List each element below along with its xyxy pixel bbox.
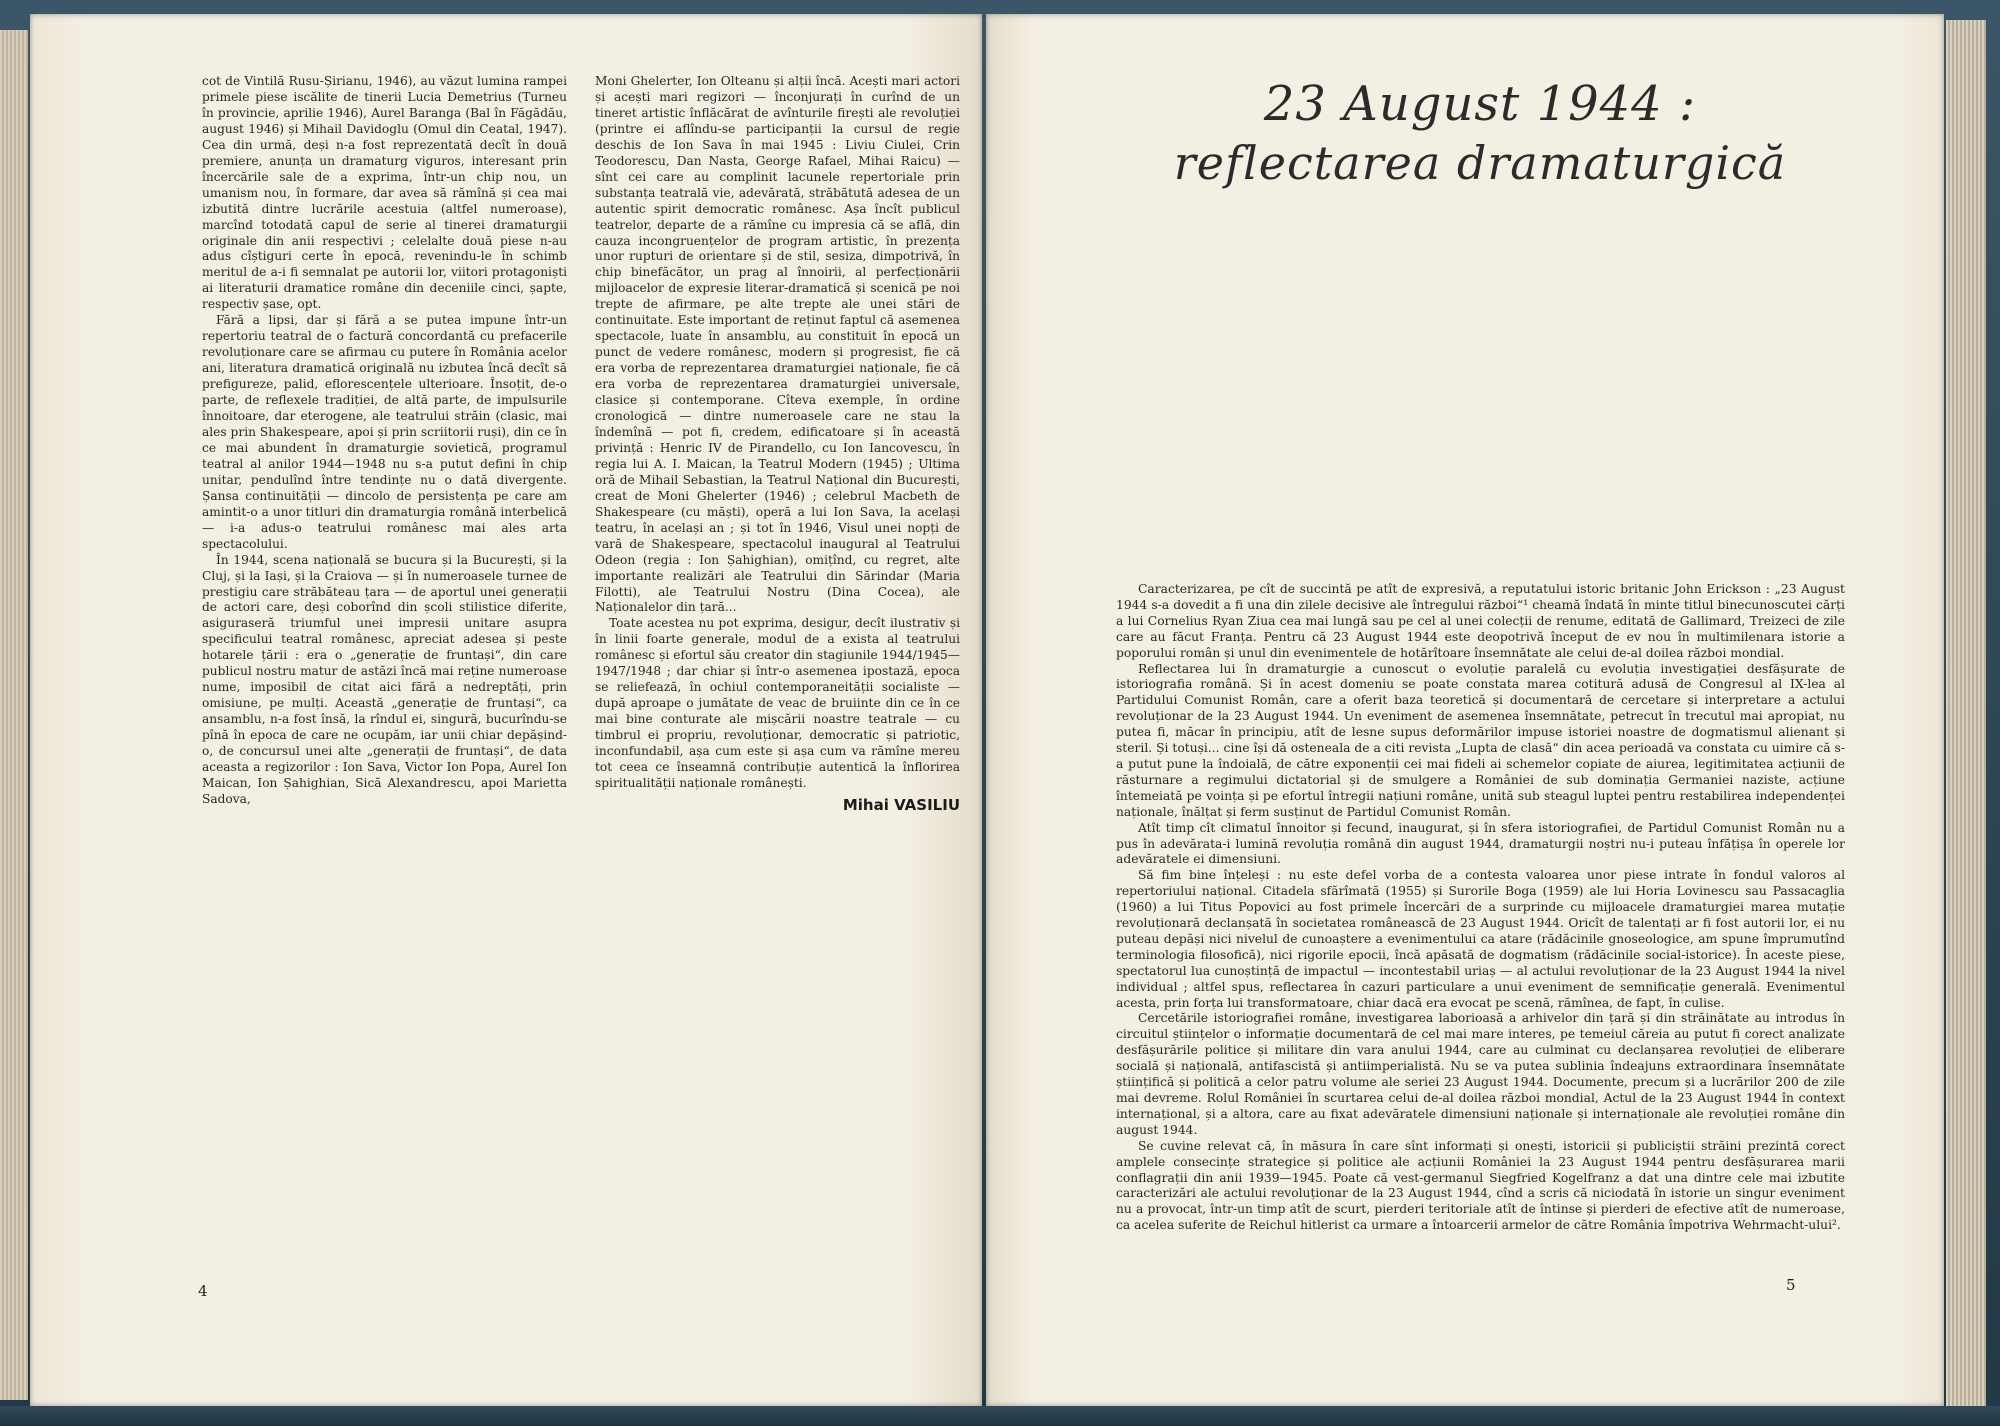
paragraph: Moni Ghelerter, Ion Olteanu și alții încă. Acești mari actori și acești mari regizori — înconjurați în curînd de un tineret artistic înflăcărat de avînturile firești ale revoluției (printre ei aflîndu-se participanții la cursul de regie deschis de Ion Sava în mai 1945 : Liviu Ciulei, Crin Teodorescu, Dan Nasta, George Rafael, Mihai Raicu) — sînt cei care au complinit lacunele repertoriale prin substanța teatrală vie, adevărată, străbătută adesea de un autentic spirit democratic românesc. Așa încît publicul teatrelor, departe de a rămîne cu impresia că se află, din cauza incongruențelor de program artistic, în prezența unor rupturi de orientare și de stil, sesiza, dimpotrivă, în chip binefăcător, un prag al înnoirii, al perfecționării mijloacelor de expresie literar-dramatică și scenică pe noi trepte de afirmare, pe alte trepte ale unei stări de continuitate. Este important de reținut faptul că asemenea spectacole, luate în ansamblu, au constituit în epocă un punct de vedere românesc, modern și progresist, fie că era vorba de reprezentarea dramaturgiei naționale, fie că era vorba de reprezentarea dramaturgiei universale, clasice și contemporane. Cîteva exemple, în ordine cronologică — dintre numeroasele care ne stau la îndemînă — pot fi, credem, edificatoare și în această privință : Henric IV de Pirandello, cu Ion Iancovescu, în regia lui A. I. Maican, la Teatrul Modern (1945) ; Ultima oră de Mihail Sebastian, la Teatrul Național din București, creat de Moni Ghelerter (1946) ; celebrul Macbeth de Shakespeare (cu măști), operă a lui Ion Sava, la același teatru, în același an ; și tot în 1946, Visul unei nopți de vară de Shakespeare, spectacolul inaugural al Teatrului Odeon (regia : Ion Șahighian), omițînd, cu regret, alte importante realizări ale Teatrului din Sărindar (Maria Filotti), ale Teatrului Nostru (Dina Cocea), ale Naționalelor din țară... <box>595 74 960 615</box>
article-title-line1: 23 August 1944 : <box>1263 76 1697 132</box>
author-signature: Mihai VASILIU <box>842 795 960 814</box>
paragraph: Atît timp cît climatul înnoitor și fecund, inaugurat, și în sfera istoriografiei, de Partidul Comunist Român nu a pus în adevărata-i lumină revoluția română din august 1944, dramaturgii noștri nu-i puteau înfățișa în operele lor adevăratele ei dimensiuni. <box>1116 820 1845 867</box>
left-page <box>30 14 982 1406</box>
paragraph: Să fim bine înțeleși : nu este defel vorba de a contesta valoarea unor piese intrate în fondul valoros al repertoriului național. Citadela sfărîmată (1955) și Surorile Boga (1959) ale lui Horia Lovinescu sau Passacaglia (1960) a lui Titus Popovici au fost primele încercări de a surprinde cu mijloacele dramaturgiei marea mutație revoluționară declanșată în societatea românească de 23 August 1944. Oricît de talentați ar fi fost autorii lor, ei nu puteau depăși nici nivelul de cunoaștere a evenimentului ca atare (rădăcinile gnoseologice, am spune împrumutînd terminologia filosofică), nici rigorile epocii, încă apăsată de dogmatism (rădăcinile social-istorice). În aceste piese, spectatorul lua cunoștință de impactul — incontestabil uriaș — al actului revoluționar de la 23 August 1944 la nivel individual ; altfel spus, reflectarea în cazuri particulare a unui eveniment de semnificație generală. Evenimentul acesta, prin forța lui transformatoare, chiar dacă era evocat pe scenă, rămînea, de fapt, în culise. <box>1116 868 1845 1010</box>
cover-edge <box>0 1406 2000 1426</box>
paragraph: În 1944, scena națională se bucura și la București, și la Cluj, și la Iași, și la Craiova — și în numeroasele turnee de prestigiu care străbăteau țara — de aportul unei generații de actori care, deși coborînd din școli stilistice diferite, asiguraseră triumful unei impresii unitare asupra specificului teatral românesc, apreciat adesea și peste hotarele țării : era o „generație de fruntași“, din care publicul nostru matur de astăzi încă mai reține numeroase nume, imposibil de citat aici fără a nedreptăți, prin omisiune, pe mulți. Această „generație de fruntași“, ca ansamblu, n-a fost însă, la rîndul ei, singură, bucurîndu-se pînă în epoca de care ne ocupăm, iar unii chiar depășind-o, de concursul unei alte „generații de fruntași“, de data aceasta a regizorilor : Ion Sava, Victor Ion Popa, Aurel Ion Maican, Ion Șahighian, Sică Alexandrescu, apoi Marietta Sadova, <box>202 552 567 806</box>
page-number-left: 4 <box>198 1282 208 1300</box>
paragraph: Fără a lipsi, dar și fără a se putea impune într-un repertoriu teatral de o factură concordantă cu prefacerile revoluționare care se afirmau cu putere în România acelor ani, literatura dramatică originală nu izbutea încă decît să prefigureze, palid, eflorescențele ulterioare. Însoțit, de-o parte, de reflexele tradiției, de altă parte, de impulsurile înnoitoare, dar eterogene, ale teatrului străin (clasic, mai ales prin Shakespeare, apoi și prin scriitorii ruși), din ce în ce mai abundent în dramaturgie sovietică, programul teatral al anilor 1944—1948 nu s-a putut defini în chip unitar, pendulînd între tendințe nu o dată divergente. Șansa continuității — dincolo de persistența pe care am amintit-o a unor titluri din dramaturgia română interbelică — i-a adus-o teatrului românesc mai ales arta spectacolului. <box>202 313 567 551</box>
page-edges-left <box>0 30 28 1400</box>
paragraph: cot de Vintilă Rusu-Șirianu, 1946), au văzut lumina rampei primele piese iscălite de tinerii Lucia Demetrius (Turneu în provincie, aprilie 1946), Aurel Baranga (Bal în Făgădău, august 1946) și Mihail Davidoglu (Omul din Ceatal, 1947). Cea din urmă, deși n-a fost reprezentată decît în două premiere, anunța un dramaturg viguros, interesant prin încercările sale de a exprima, într-un chip nou, un umanism nou, în formare, dar avea să rămînă și cea mai izbutită dintre lucrările acestuia (altfel numeroase), marcînd totodată capul de serie al tinerei dramaturgii originale din anii respectivi ; celelalte două piese n-au adus cîștiguri certe în epocă, revenindu-le în schimb meritul de a-i fi semnalat pe autorii lor, viitori protagoniști ai literaturii dramatice române din deceniile cinci, șapte, respectiv șase, opt. <box>202 74 567 312</box>
left-column-2 <box>595 74 960 814</box>
paragraph: Caracterizarea, pe cît de succintă pe atît de expresivă, a reputatului istoric britanic John Erickson : „23 August 1944 s-a dovedit a fi una din zilele decisive ale întregului război“¹ cheamă îndată în minte titlul binecunoscutei cărți a lui Cornelius Ryan Ziua cea mai lungă sau pe cel al unei colecții de renume, editată de Gallimard, Treizeci de zile care au făcut Franța. Pentru că 23 August 1944 este deopotrivă început de ev nou în multimilenara istorie a poporului român și unul din evenimentele de hotărîtoare însemnătate ale celui de-al doilea război mondial. <box>1116 582 1845 660</box>
paragraph: Toate acestea nu pot exprima, desigur, decît ilustrativ și în linii foarte generale, modul de a exista al teatrului românesc și efortul său creator din stagiunile 1944/1945—1947/1948 ; dar chiar și într-o asemenea ipostază, epoca se reliefează, în ochiul contemporaneității socialiste — după aproape o jumătate de veac de bruiinte din ce în ce mai bine conturate ale mișcării noastre teatrale — cu timbrul ei propriu, revoluționar, democratic și patriotic, inconfundabil, așa cum este și așa cum va rămîne mereu tot ceea ce înseamnă contribuție autentică la înflorirea spiritualității naționale românești. <box>595 616 960 790</box>
paragraph: Cercetările istoriografiei române, investigarea laborioasă a arhivelor din țară și din străinătate au introdus în circuitul științelor o informație documentară de cel mai mare interes, pe temeiul căreia au putut fi corect analizate desfășurările politice și militare din vara anului 1944, care au culminat cu declanșarea revoluției de eliberare socială și națională, antifascistă și antiimperialistă. Nu se va putea sublinia îndeajuns extraordinara însemnătate științifică și politică a celor patru volume ale seriei 23 August 1944. Documente, precum și a lucrărilor 200 de zile mai devreme. Rolul României în scurtarea celui de-al doilea război mondial, Actul de la 23 August 1944 în context internațional, și a altora, care au fixat adevăratele dimensiuni naționale și internaționale ale revoluției române din august 1944. <box>1116 1011 1845 1137</box>
article-title-line2: reflectarea dramaturgică <box>1173 136 1787 190</box>
right-article-body <box>1116 582 1845 1234</box>
paragraph: Reflectarea lui în dramaturgie a cunoscut o evoluție paralelă cu evoluția investigației desfășurate de istoriografia română. Și în acest domeniu se poate constata marea cotitură adusă de Congresul al IX-lea al Partidului Comunist Român, care a oferit baza teoretică și documentară de cercetare și interpretare a actului revoluționar de la 23 August 1944. Un eveniment de asemenea însemnătate, petrecut în trecutul mai apropiat, nu putea fi, măcar în principiu, atît de lesne supus deformărilor impuse istoriei noastre de dogmatismul alienant și steril. Și totuși... cine își dă osteneala de a citi revista „Lupta de clasă“ din acea perioadă va constata cu uimire că s-a putut pune la îndoială, de către exponenții cei mai fideli ai schemelor copiate de aiurea, legitimitatea acțiunii de răsturnare a regimului dictatorial și de smulgere a României de sub dominația Germaniei naziste, acțiune întemeiată pe voința și pe efortul întregii națiuni române, unită sub steagul luptei pentru restabilirea independenței naționale, înălțat și ferm susținut de Partidul Comunist Român. <box>1116 661 1845 819</box>
page-number-right: 5 <box>1786 1276 1796 1294</box>
left-column-1 <box>202 74 567 808</box>
page-edges-right <box>1946 20 1986 1410</box>
paragraph: Se cuvine relevat că, în măsura în care sînt informați și onești, istoricii și publiciștii străini prezintă corect amplele consecințe strategice și politice ale acțiunii României la 23 August 1944 pentru desfășurarea marii conflagrații din anii 1939—1945. Poate că vest-germanul Siegfried Kogelfranz a dat una dintre cele mai izbutite caracterizări ale actului revoluționar de la 23 August 1944, cînd a scris că niciodată în istorie un singur eveniment nu a provocat, într-un timp atît de scurt, pierderi teritoriale atît de întinse și pierderi de efective atît de numeroase, ca acelea suferite de Reichul hitlerist ca urmare a întoarcerii armelor de către România împotriva Wehrmacht-ului². <box>1116 1138 1845 1233</box>
